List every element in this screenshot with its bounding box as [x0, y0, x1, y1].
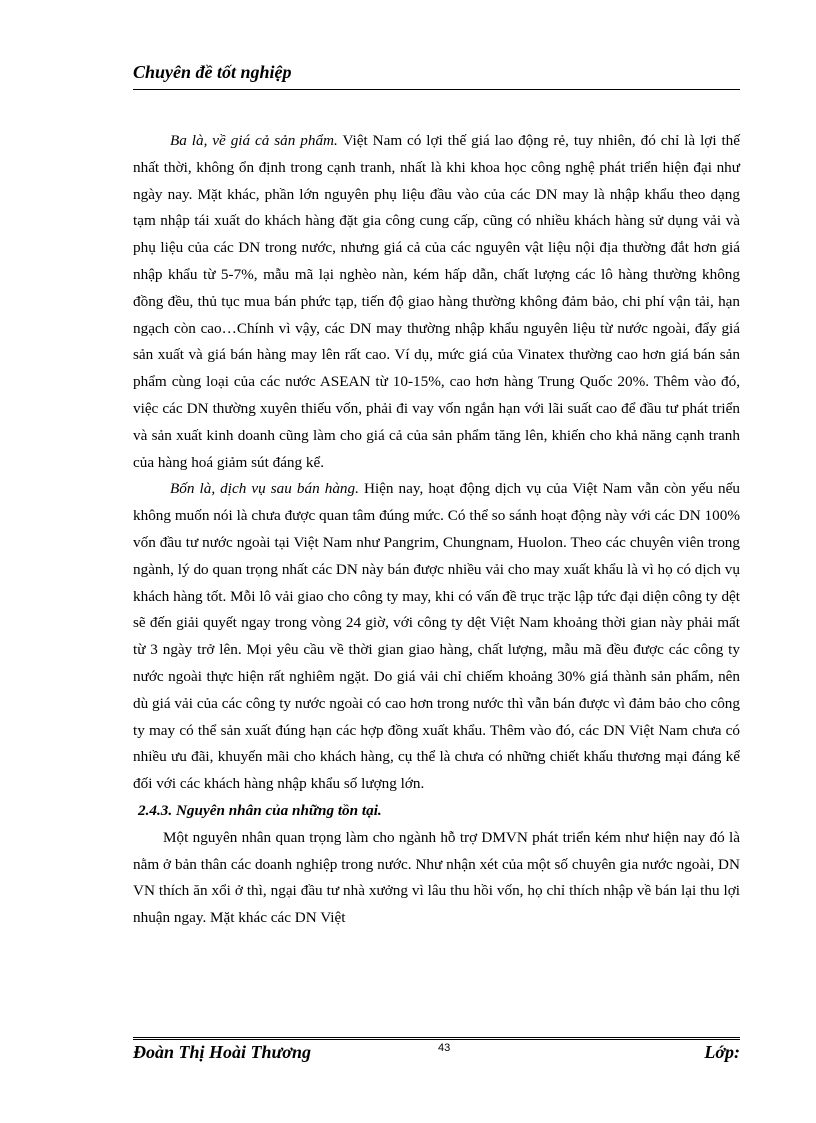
paragraph-text: Việt Nam có lợi thế giá lao động rẻ, tuy nhiên, đó chỉ là lợi thế nhất thời, không ổn định trong cạnh tranh, nhất là khi khoa học công nghệ phát triển hiện đại như ngày nay. Mặt khác, phần lớn nguyên phụ liệu đầu vào của các DN may là nhập khẩu theo dạng tạm nhập tái xuất do khách hàng đặt gia công cung cấp, cũng có nhiều khách hàng sử dụng vải và phụ liệu của các DN trong nước, nhưng giá cả của các nguyên vật liệu nội địa thường đắt hơn giá nhập khẩu từ 5-7%, mẫu mã lại nghèo nàn, kém hấp dẫn, chất lượng các lô hàng thường không đồng đều, thủ tục mua bán phức tạp, tiến độ giao hàng thường không đảm bảo, chi phí vận tải, hạn ngạch còn cao…Chính vì vậy, các DN may thường nhập khẩu nguyên liệu từ nước ngoài, đẩy giá sản xuất và giá bán hàng may lên rất cao. Ví dụ, mức giá của Vinatex thường cao hơn giá bán sản phẩm cùng loại của các nước ASEAN từ 10-15%, cao hơn hàng Trung Quốc 20%. Thêm vào đó, việc các DN thường xuyên thiếu vốn, phải đi vay vốn ngắn hạn với lãi suất cao để đầu tư phát triển và sản xuất kinh doanh cũng làm cho giá cả của sản phẩm tăng lên, khiến cho khả năng cạnh tranh của hàng hoá giảm sút đáng kể. — [133, 132, 741, 471]
section-heading: 2.4.3. Nguyên nhân của những tồn tại. — [138, 801, 382, 819]
document-body — [133, 128, 740, 932]
footer-rule — [133, 1037, 740, 1040]
page-number: 43 — [438, 1042, 451, 1054]
footer-class-label: Lớp: — [704, 1042, 740, 1062]
paragraph-text: Hiện nay, hoạt động dịch vụ của Việt Nam vẫn còn yếu nếu không muốn nói là chưa được quan tâm đúng mức. Có thể so sánh hoạt động này với các DN 100% vốn đầu tư nước ngoài tại Việt Nam như Pangrim, Chungnam, Huolon. Theo các chuyên viên trong ngành, lý do quan trọng nhất các DN này bán được nhiều vải cho may xuất khẩu là vì họ có dịch vụ khách hàng tốt. Mỗi lô vải giao cho công ty may, khi có vấn đề trục trặc lập tức đại diện công ty dệt sẽ đến giải quyết ngay trong vòng 24 giờ, với công ty dệt Việt Nam khoảng thời gian này phải mất từ 3 ngày trở lên. Mọi yêu cầu về thời gian giao hàng, chất lượng, mẫu mã đều được các công ty nước ngoài thực hiện rất nghiêm ngặt. Do giá vải chỉ chiếm khoảng 30% giá thành sản phẩm, nên dù giá vải của các công ty nước ngoài có cao hơn trong nước thì vẫn bán được vì đảm bảo cho công ty may có thể sản xuất đúng hạn các hợp đồng xuất khẩu. Thêm vào đó, các DN Việt Nam chưa có nhiều ưu đãi, khuyến mãi cho khách hàng, cụ thể là chưa có những chiết khấu thương mại đáng kể đối với các khách hàng nhập khẩu số lượng lớn. — [133, 480, 740, 793]
paragraph-causes: Một nguyên nhân quan trọng làm cho ngành hỗ trợ DMVN phát triển kém như hiện nay đó là nằm ở bản thân các doanh nghiệp trong nước. Như nhận xét của một số chuyên gia nước ngoài, DN VN thích ăn xổi ở thì, ngại đầu tư nhà xưởng vì lâu thu hồi vốn, họ chỉ thích nhập về bán lại thu lợi nhuận ngay. Mặt khác các DN Việt — [133, 828, 740, 927]
page-header-title: Chuyên đề tốt nghiệp — [133, 62, 292, 82]
paragraph-after-sales — [133, 476, 740, 798]
paragraph-lead: Ba là, về giá cả sản phẩm. — [170, 132, 338, 149]
paragraph-lead: Bốn là, dịch vụ sau bán hàng. — [170, 480, 359, 498]
paragraph-price — [133, 128, 740, 476]
footer-author: Đoàn Thị Hoài Thương — [133, 1042, 311, 1062]
header-rule — [133, 89, 740, 90]
